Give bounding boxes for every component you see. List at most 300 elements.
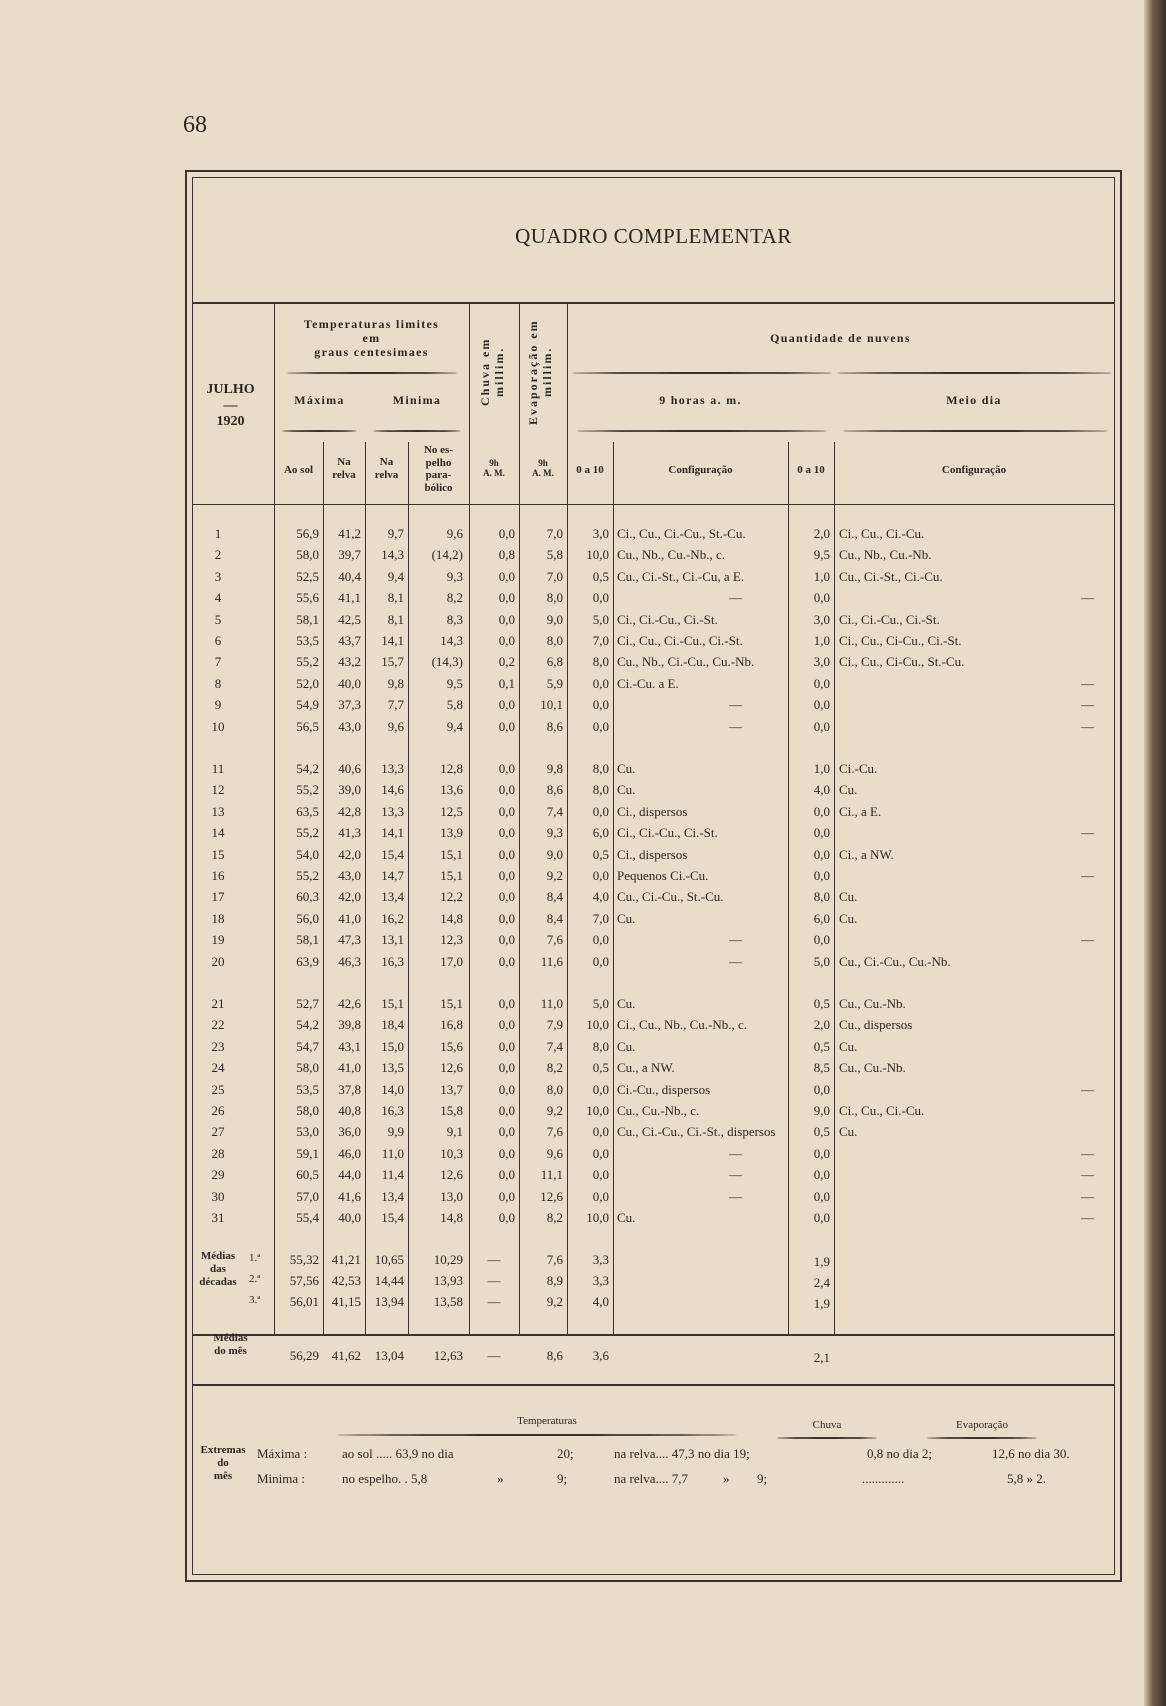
relva-max-line-2: relva — [332, 468, 356, 481]
cell-chuva: 0,0 — [498, 1145, 515, 1161]
n9-header: 0 a 10 — [576, 464, 604, 476]
decade-cell-n9: 3,3 — [592, 1273, 609, 1288]
cell-day: 13 — [211, 803, 225, 819]
decade-cell-d: 3.ª — [249, 1294, 261, 1306]
cell-day: 21 — [211, 996, 225, 1011]
cell-chuva: 0,8 — [498, 547, 515, 563]
cell-cmd: Cu. — [839, 910, 858, 926]
cell-relva-min: 8,1 — [387, 611, 404, 627]
cell-c9: Cu. — [617, 782, 636, 798]
chuva-time-line-2: A. M. — [483, 468, 505, 479]
cell-n9: 0,0 — [592, 697, 609, 713]
cell-espelho: 12,2 — [440, 889, 463, 905]
cell-nmd: 3,0 — [813, 611, 830, 627]
cell-nmd: 0,0 — [813, 825, 830, 841]
cell-c9: — — [729, 718, 742, 734]
month-dash: — — [223, 398, 238, 414]
cell-cmd: — — [1081, 1167, 1094, 1183]
cell-n9: 7,0 — [592, 633, 609, 648]
cell-relva-min: 13,3 — [381, 761, 404, 776]
cell-relva-max: 42,5 — [338, 611, 361, 627]
ext-max-sol-dia: 20; — [557, 1446, 574, 1461]
cell-sol: 52,5 — [296, 568, 319, 584]
cell-relva-min: 18,4 — [381, 1017, 404, 1033]
cell-day: 25 — [211, 1081, 225, 1097]
cell-relva-min: 14,7 — [381, 868, 404, 883]
cell-evap: 10,1 — [540, 697, 563, 713]
cell-sol: 55,2 — [296, 782, 319, 798]
cell-n9: 0,5 — [592, 1060, 609, 1076]
cell-day: 22 — [211, 1017, 225, 1033]
decade-cell-sol: 57,56 — [289, 1273, 319, 1288]
cell-c9: Ci., dispersos — [617, 846, 688, 862]
cell-c9: Ci., Ci.-Cu., Ci.-St. — [617, 611, 718, 627]
cell-sol: 54,0 — [296, 846, 319, 862]
table-bottom-rule — [192, 1334, 1115, 1336]
cell-sol: 54,7 — [296, 1038, 319, 1054]
cell-n9: 0,0 — [592, 932, 609, 948]
cell-sol: 56,5 — [296, 718, 319, 734]
temp-group-line-3: graus centesimaes — [314, 344, 429, 359]
cell-n9: 10,0 — [586, 1103, 609, 1118]
cell-relva-max: 42,6 — [338, 996, 361, 1011]
nuvens-header: Quantidade de nuvens — [770, 331, 911, 345]
cell-cmd: Cu., Nb., Cu.-Nb. — [839, 547, 932, 563]
cell-relva-min: 9,7 — [387, 526, 404, 541]
cell-nmd: 0,0 — [813, 590, 830, 606]
evap-time-line-1: 9h — [538, 458, 548, 468]
extremas-label-line-3: mês — [213, 1470, 233, 1483]
cell-nmd: 6,0 — [813, 910, 830, 926]
cell-nmd: 0,0 — [813, 846, 830, 862]
cell-espelho: 16,8 — [440, 1017, 463, 1033]
cell-nmd: 0,0 — [813, 1145, 830, 1161]
cell-cmd: Cu., Ci.-Cu., Cu.-Nb. — [839, 953, 951, 969]
cell-espelho: 15,1 — [440, 868, 463, 883]
mes-relva-max: 41,62 — [331, 1348, 361, 1363]
ext-evap-header: Evaporação — [956, 1419, 1008, 1431]
cell-relva-max: 37,3 — [338, 697, 361, 713]
cell-c9: Ci., Cu., Ci.-Cu., Ci.-St. — [617, 633, 743, 648]
cell-evap: 8,6 — [546, 718, 563, 734]
cell-n9: 0,0 — [592, 1081, 609, 1097]
nove-horas-header: 9 horas a. m. — [659, 393, 742, 407]
cell-c9: Cu. — [617, 1210, 636, 1225]
cell-c9: Cu. — [617, 1038, 636, 1054]
cell-chuva: 0,0 — [498, 910, 515, 926]
meio-dia-brace — [843, 430, 1108, 432]
cell-relva-max: 46,0 — [338, 1145, 361, 1161]
cell-espelho: 17,0 — [440, 953, 463, 969]
ext-min-espelho: no espelho. . 5,8 — [342, 1471, 428, 1486]
decade-cell-evap: 8,9 — [546, 1273, 563, 1288]
cell-n9: 0,5 — [592, 568, 609, 584]
evap-time-line-2: A. M. — [532, 468, 554, 479]
cell-relva-min: 13,3 — [381, 803, 404, 819]
cell-evap: 11,0 — [540, 996, 563, 1011]
cell-relva-min: 9,4 — [387, 568, 404, 584]
cell-relva-max: 44,0 — [338, 1167, 361, 1183]
cell-relva-max: 40,6 — [338, 761, 361, 776]
cell-relva-max: 41,2 — [338, 526, 361, 541]
title-divider — [192, 302, 1115, 304]
mes-label-line-2: do mês — [214, 1345, 247, 1358]
decade-cell-d: 2.ª — [249, 1273, 261, 1285]
cell-evap: 8,2 — [546, 1060, 563, 1076]
cell-espelho: 12,6 — [440, 1060, 463, 1076]
cell-nmd: 0,0 — [813, 1167, 830, 1183]
cell-chuva: 0,0 — [498, 1017, 515, 1033]
cell-relva-min: 16,3 — [381, 1103, 404, 1118]
cell-relva-min: 13,5 — [381, 1060, 404, 1076]
ao-sol-header: Ao sol — [283, 464, 314, 476]
cell-relva-min: 11,4 — [381, 1167, 404, 1183]
cell-sol: 58,0 — [296, 1103, 319, 1118]
decadas-label — [187, 1250, 249, 1290]
decade-cell-relva-max: 41,21 — [331, 1252, 361, 1267]
cell-relva-min: 15,4 — [381, 846, 404, 862]
cell-cmd: — — [1081, 932, 1094, 948]
cell-day: 20 — [211, 953, 225, 969]
cell-day: 2 — [214, 547, 222, 563]
cell-nmd: 1,0 — [813, 761, 830, 776]
cell-cmd: Ci., a NW. — [839, 846, 894, 862]
cell-evap: 8,0 — [546, 590, 563, 606]
cell-cmd: Ci., Cu., Ci.-Cu. — [839, 526, 925, 541]
cell-cmd: Cu., Ci.-St., Ci.-Cu. — [839, 568, 943, 584]
ext-chuva-header: Chuva — [812, 1419, 842, 1431]
cell-chuva: 0,0 — [498, 761, 515, 776]
espelho-header — [408, 444, 469, 495]
cell-relva-min: 16,3 — [381, 953, 404, 969]
cell-n9: 8,0 — [592, 782, 609, 798]
ext-evap-max: 12,6 no dia 30. — [992, 1446, 1070, 1461]
cell-day: 10 — [211, 718, 225, 734]
cell-day: 31 — [211, 1210, 225, 1225]
cell-day: 9 — [214, 697, 222, 713]
cell-chuva: 0,2 — [498, 654, 515, 670]
cell-c9: Ci., dispersos — [617, 803, 688, 819]
cell-espelho: 13,6 — [440, 782, 463, 798]
cell-n9: 8,0 — [592, 654, 609, 670]
cell-evap: 8,0 — [546, 633, 563, 648]
cell-day: 27 — [211, 1124, 225, 1140]
cell-day: 18 — [211, 910, 225, 926]
maxima-header: Máxima — [294, 393, 345, 407]
ext-min-relva-q: » — [723, 1471, 730, 1486]
decade-cell-chuva: — — [487, 1294, 501, 1309]
cell-day: 12 — [211, 782, 225, 798]
decadas-label-line-1: Médias — [200, 1250, 236, 1262]
cell-espelho: 9,1 — [446, 1124, 463, 1140]
cell-relva-min: 14,3 — [381, 547, 404, 563]
cell-day: 19 — [211, 932, 225, 948]
cell-relva-max: 41,0 — [338, 910, 361, 926]
ext-min-espelho-q: » — [497, 1471, 504, 1486]
temp-group-header — [274, 318, 469, 359]
cell-cmd: — — [1081, 868, 1094, 883]
cell-relva-max: 42,0 — [338, 846, 361, 862]
cell-day: 17 — [211, 889, 225, 905]
meio-dia-header: Meio dia — [946, 393, 1002, 407]
cell-relva-max: 41,0 — [338, 1060, 361, 1076]
col-divider-nmd — [834, 442, 835, 1334]
cell-sol: 57,0 — [296, 1188, 319, 1204]
cell-n9: 0,0 — [592, 1167, 609, 1183]
mes-relva-min: 13,04 — [374, 1348, 404, 1363]
espelho-line-1: No es- — [423, 444, 454, 456]
mes-evap: 8,6 — [546, 1348, 563, 1363]
cell-relva-max: 39,7 — [338, 547, 361, 563]
cell-espelho: 9,6 — [446, 526, 463, 541]
cell-sol: 60,5 — [296, 1167, 319, 1183]
nove-horas-brace — [577, 430, 827, 432]
cell-cmd: — — [1081, 718, 1094, 734]
cell-relva-min: 13,1 — [381, 932, 404, 948]
cell-chuva: 0,0 — [498, 1167, 515, 1183]
nuvens-brace-right — [837, 372, 1112, 374]
decade-cell-nmd: 1,9 — [813, 1296, 830, 1311]
cell-relva-max: 42,8 — [338, 803, 361, 819]
cell-relva-min: 13,4 — [381, 1188, 404, 1204]
cell-c9: Pequenos Ci.-Cu. — [617, 868, 709, 883]
cell-relva-min: 8,1 — [387, 590, 404, 606]
ext-minima-label: Minima : — [257, 1471, 306, 1486]
cell-relva-max: 40,8 — [338, 1103, 361, 1118]
extremas-label — [192, 1444, 254, 1484]
decade-cell-sol: 56,01 — [289, 1294, 319, 1309]
cell-n9: 3,0 — [592, 526, 609, 541]
extremas-label-line-1: Extremas — [200, 1444, 246, 1456]
cell-nmd: 4,0 — [813, 782, 830, 798]
espelho-line-3: para- — [425, 469, 452, 482]
ext-temperaturas-header: Temperaturas — [517, 1415, 577, 1427]
cell-n9: 0,0 — [592, 718, 609, 734]
cell-espelho: 13,9 — [440, 825, 463, 841]
cell-c9: Cu. — [617, 761, 636, 776]
relva-max-header — [323, 456, 365, 481]
cell-sol: 58,0 — [296, 547, 319, 563]
cell-relva-max: 42,0 — [338, 889, 361, 905]
cell-nmd: 0,5 — [813, 1038, 830, 1054]
chuva-time-line-1: 9h — [489, 458, 499, 468]
decade-cell-chuva: — — [487, 1252, 501, 1267]
cell-nmd: 0,0 — [813, 1210, 830, 1225]
cell-evap: 8,4 — [546, 889, 563, 905]
cell-evap: 7,9 — [546, 1017, 563, 1033]
decade-cell-relva-min: 13,94 — [374, 1294, 404, 1309]
cell-relva-max: 36,0 — [338, 1124, 361, 1140]
cell-sol: 54,9 — [296, 697, 319, 713]
decade-cell-sol: 55,32 — [289, 1252, 319, 1267]
decade-cell-evap: 9,2 — [546, 1294, 563, 1309]
cell-sol: 53,5 — [296, 1081, 319, 1097]
decadas-label-line-3: décadas — [199, 1276, 237, 1289]
cell-sol: 56,0 — [296, 910, 319, 926]
cell-cmd: — — [1081, 697, 1094, 713]
evap-time-header — [519, 458, 567, 479]
month: JULHO — [206, 382, 255, 397]
cell-espelho: 15,1 — [440, 846, 463, 862]
cell-nmd: 1,0 — [813, 633, 830, 648]
cell-sol: 55,2 — [296, 868, 319, 883]
cell-espelho: 8,3 — [446, 611, 463, 627]
ext-chuva-min: ............. — [862, 1471, 905, 1486]
cell-day: 11 — [211, 761, 225, 776]
cell-relva-max: 43,7 — [338, 633, 361, 648]
ext-max-sol: ao sol ..... 63,9 no dia — [342, 1446, 454, 1461]
cell-nmd: 0,0 — [813, 868, 830, 883]
ext-min-relva: na relva.... 7,7 — [614, 1471, 689, 1486]
cell-nmd: 9,0 — [813, 1103, 830, 1118]
cell-n9: 8,0 — [592, 1038, 609, 1054]
cell-cmd: — — [1081, 675, 1094, 691]
cell-relva-min: 11,0 — [381, 1145, 404, 1161]
cell-evap: 9,8 — [546, 761, 563, 776]
cell-nmd: 3,0 — [813, 654, 830, 670]
cell-n9: 0,0 — [592, 590, 609, 606]
cell-evap: 9,6 — [546, 1145, 563, 1161]
cell-nmd: 0,0 — [813, 1081, 830, 1097]
nuvens-brace-left — [572, 372, 832, 374]
cell-evap: 9,3 — [546, 825, 563, 841]
cell-n9: 0,0 — [592, 953, 609, 969]
cell-n9: 4,0 — [592, 889, 609, 905]
cell-c9: Ci.-Cu., dispersos — [617, 1081, 711, 1097]
cell-chuva: 0,0 — [498, 868, 515, 883]
cmd-header: Configuração — [941, 464, 1007, 476]
cell-relva-max: 43,0 — [338, 868, 361, 883]
cell-day: 6 — [214, 633, 222, 648]
cell-sol: 53,5 — [296, 633, 319, 648]
cell-chuva: 0,0 — [498, 1188, 515, 1204]
cell-sol: 58,1 — [296, 932, 319, 948]
cell-evap: 11,6 — [540, 953, 563, 969]
decade-cell-evap: 7,6 — [546, 1252, 563, 1267]
cell-sol: 63,5 — [296, 803, 319, 819]
cell-nmd: 0,5 — [813, 996, 830, 1011]
cell-chuva: 0,0 — [498, 590, 515, 606]
cell-evap: 9,2 — [546, 1103, 563, 1118]
cell-evap: 8,4 — [546, 910, 563, 926]
cell-evap: 9,2 — [546, 868, 563, 883]
ext-min-espelho-dia: 9; — [557, 1471, 568, 1486]
cell-nmd: 0,0 — [813, 803, 830, 819]
month-label — [187, 382, 274, 430]
cell-relva-max: 46,3 — [338, 953, 361, 969]
cell-nmd: 8,0 — [813, 889, 830, 905]
ext-evap-min: 5,8 » 2. — [1007, 1471, 1046, 1486]
cell-relva-min: 14,6 — [381, 782, 404, 798]
cell-relva-max: 37,8 — [338, 1081, 361, 1097]
cell-n9: 0,5 — [592, 846, 609, 862]
decade-cell-espelho: 10,29 — [433, 1252, 463, 1267]
cell-sol: 58,0 — [296, 1060, 319, 1076]
cell-relva-max: 43,0 — [338, 718, 361, 734]
cell-espelho: 12,8 — [440, 761, 463, 776]
cell-c9: Cu., Ci.-Cu., St.-Cu. — [617, 889, 724, 905]
relva-min-line-2: relva — [374, 468, 399, 481]
decadas-label-line-2: das — [210, 1263, 226, 1276]
cell-relva-max: 43,2 — [338, 654, 361, 670]
decade-cell-d: 1.ª — [249, 1252, 261, 1264]
cell-cmd: — — [1081, 1145, 1094, 1161]
cell-evap: 8,6 — [546, 782, 563, 798]
cell-cmd: Ci., Cu., Ci-Cu., St.-Cu. — [839, 654, 965, 670]
cell-cmd: Ci., Ci.-Cu., Ci.-St. — [839, 611, 940, 627]
cell-cmd: Cu., Cu.-Nb. — [839, 996, 906, 1011]
evaporacao-header: Evaporação em millim. — [526, 319, 554, 425]
cell-day: 3 — [214, 568, 222, 584]
mes-chuva: — — [487, 1348, 501, 1363]
cell-n9: 0,0 — [592, 1188, 609, 1204]
cell-sol: 54,2 — [296, 1017, 319, 1033]
cell-chuva: 0,0 — [498, 996, 515, 1011]
cell-day: 5 — [214, 611, 222, 627]
decade-cell-espelho: 13,93 — [433, 1273, 463, 1288]
page-number: 68 — [183, 112, 207, 138]
cell-c9: — — [729, 697, 742, 713]
cell-chuva: 0,0 — [498, 953, 515, 969]
cell-sol: 55,4 — [296, 1210, 319, 1225]
cell-relva-max: 43,1 — [338, 1038, 361, 1054]
ext-max-relva: na relva.... 47,3 no dia 19; — [614, 1446, 750, 1461]
cell-c9: Ci., Cu., Nb., Cu.-Nb., c. — [617, 1017, 747, 1033]
decade-cell-nmd: 1,9 — [813, 1254, 830, 1269]
cell-nmd: 0,0 — [813, 675, 830, 691]
chuva-header: Chuva em millim. — [478, 337, 506, 407]
cell-espelho: (14,2) — [431, 547, 463, 563]
cell-espelho: 9,5 — [446, 675, 463, 691]
cell-cmd: Cu. — [839, 889, 858, 905]
cell-espelho: 14,3 — [440, 633, 463, 648]
decade-cell-n9: 4,0 — [592, 1294, 609, 1309]
decade-cell-n9: 3,3 — [592, 1252, 609, 1267]
minima-brace — [373, 430, 461, 432]
cell-evap: 8,2 — [546, 1210, 563, 1225]
cell-nmd: 8,5 — [813, 1060, 830, 1076]
cell-espelho: 5,8 — [446, 697, 463, 713]
cell-chuva: 0,0 — [498, 526, 515, 541]
cell-day: 8 — [214, 675, 222, 691]
cell-c9: Cu., Ci.-Cu., Ci.-St., dispersos — [617, 1124, 776, 1140]
cell-cmd: — — [1081, 825, 1094, 841]
cell-evap: 7,6 — [546, 932, 563, 948]
cell-cmd: — — [1081, 1210, 1094, 1225]
cell-evap: 7,4 — [546, 803, 563, 819]
relva-max-line-1: Na — [337, 456, 351, 468]
cell-cmd: — — [1081, 1081, 1094, 1097]
minima-header: Minima — [392, 393, 442, 407]
header-bottom-rule — [192, 504, 1115, 505]
table-frame — [185, 170, 1122, 1582]
cell-day: 15 — [211, 846, 225, 862]
cell-relva-max: 41,6 — [338, 1188, 361, 1204]
mes-n9: 3,6 — [592, 1348, 609, 1363]
cell-sol: 55,6 — [296, 590, 319, 606]
cell-chuva: 0,0 — [498, 846, 515, 862]
cell-espelho: (14,3) — [431, 654, 463, 670]
cell-espelho: 9,4 — [446, 718, 463, 734]
cell-evap: 11,1 — [540, 1167, 563, 1183]
cell-cmd: Cu. — [839, 1124, 858, 1140]
cell-relva-min: 7,7 — [387, 697, 404, 713]
cell-cmd: Cu. — [839, 1038, 858, 1054]
cell-relva-min: 14,0 — [381, 1081, 404, 1097]
relva-min-line-1: Na — [379, 456, 394, 468]
relva-min-header — [365, 456, 408, 481]
cell-sol: 53,0 — [296, 1124, 319, 1140]
